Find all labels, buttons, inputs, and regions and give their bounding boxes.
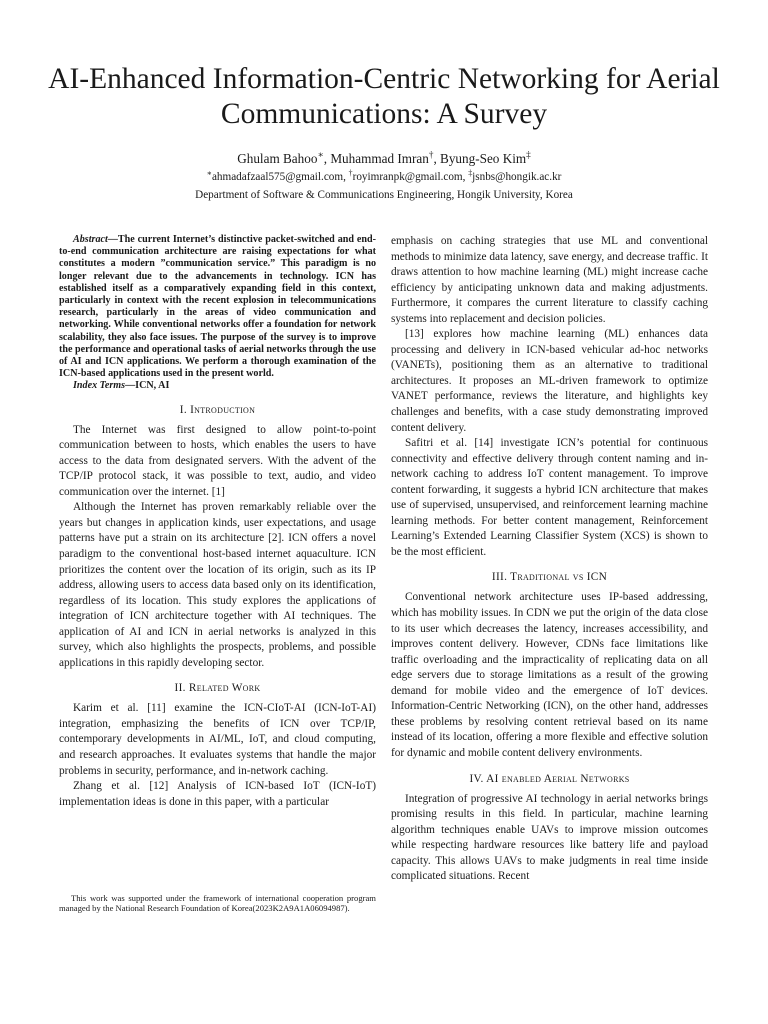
author-list <box>40 151 728 167</box>
abstract-text: —The current Internet’s distinctive packet-switched and end-to-end communication architecture are raising expectations for what constitutes a modern ”communication service.” This paradigm is no longer relevant due to the advancements in technology. ICN has established itself as a comparatively expanding field in this context, particularly in context with the recent explosion in telecommunications research, particularly in the areas of video communication and networking. While conventional networks offer a foundation for network scalability, they also face issues. The purpose of the survey is to improve the performance and operational tasks of aerial networks through the use of AI and ICN applications. We perform a thorough examination of the ICN-based applications used in the present world. <box>59 234 376 380</box>
author-name: Byung-Seo Kim <box>440 151 527 166</box>
paragraph: Karim et al. [11] examine the ICN-CIoT-AI (ICN-IoT-AI) integration, emphasizing the benefits of ICN over TCP/IP, contemporary developments in AI/ML, IoT, and cloud computing, and research approaches. It evaluates systems that handle the major problems in security, performance, and in-network caching. <box>59 702 376 777</box>
paragraph: Safitri et al. [14] investigate ICN’s potential for continuous connectivity and effective delivery through content naming and in-network caching to address IoT content management. To improve content forwarding, it suggests a hybrid ICN architecture that makes use of supervised, unsupervised, and reinforcement learning machine learning methods. For better content management, Reinforcement Learning’s Extended Learning Classifier System (XCS) is shown to be the most efficient. <box>391 437 708 558</box>
paragraph: The Internet was first designed to allow point-to-point communication between to hosts, which enables the users to have access to the data from designated servers. With the advent of the TCP/IP protocol stack, it was possible to text, audio, and video communication over the internet. [1] <box>59 423 376 498</box>
paragraph: Conventional network architecture uses IP-based addressing, which has mobility issues. In CDN we put the origin of the data close to its user which decreases the latency, increases accessibility, and improves content delivery. However, CDNs face limitations like traffic overloading and the impracticality of replicating data on all edge servers due to storage limitations as a result of the growing demand for mobile video and the emergence of IoT devices. Information-Centric Networking (ICN), on the other hand, addresses these problems by resolving content retrieval based on its name instead of its location, offering a more flexible and effective solution for dynamic and mobile content delivery environments. <box>391 591 708 759</box>
affiliation-mark: † <box>428 149 434 160</box>
email-text: jsnbs@hongik.ac.kr <box>472 171 562 183</box>
section-heading-introduction: I. Introduction <box>179 403 256 416</box>
affiliation-mark: ∗ <box>317 149 324 160</box>
author-affiliation: Department of Software & Communications Engineering, Hongik University, Korea <box>195 189 573 201</box>
affiliation-mark: ‡ <box>468 168 473 178</box>
paragraph: [13] explores how machine learning (ML) enhances data processing and delivery in ICN-based vehicular ad-hoc networks (VANETs), positioning them as an alternative to traditional architectures. It proposes an ML-driven framework to optimize VANET performance, reviews the literature, and highlights key challenges and benefits, with a case study demonstrating improved content delivery. <box>391 328 708 434</box>
email-text: royimranpk@gmail.com, <box>352 171 469 183</box>
author-name: Muhammad Imran <box>330 151 429 166</box>
section-heading-traditional-vs-icn: III. Traditional vs ICN <box>491 571 608 584</box>
paragraph: Although the Internet has proven remarkably reliable over the years but changes in application kinds, user expectations, and usage patterns have put a strain on its architecture [2]. ICN offers a novel paradigm to the conventional host-based internet aquaculture. ICN prioritizes the content over the location of its origin, such as its IP address, allowing users to access data based only on its identification, regardless of its location. This study explores the applications of integration of ICN architecture together with AI techniques. The application of AI and ICN in aerial networks is analyzed in this survey, which also highlights the prospects, problems, and possible applications in this rapidly developing sector. <box>59 501 376 669</box>
author-separator: , <box>323 151 331 166</box>
index-terms <box>59 380 376 392</box>
section-heading-ai-aerial-networks: IV. AI enabled Aerial Networks <box>469 772 630 785</box>
index-terms-label: Index Terms <box>73 380 126 392</box>
author-separator: , <box>433 151 441 166</box>
affiliation-mark: ‡ <box>526 149 531 160</box>
funding-footnote: This work was supported under the framework of international cooperation program managed by the National Research Foundation of Korea(2023K2A9A1A06094987). <box>59 893 376 914</box>
left-column <box>59 234 376 810</box>
paragraph-continued: emphasis on caching strategies that use ML and conventional methods to minimize data latency, save energy, and decrease traffic. It draws attention to how machine learning (ML) might increase cache efficiency by anticipating unknown data and making adjustments. Furthermore, it compares the current literature to classify caching systems into replacement and decision policies. <box>391 235 708 325</box>
author-name: Ghulam Bahoo <box>237 151 318 166</box>
abstract <box>59 234 376 380</box>
right-column <box>391 234 708 885</box>
index-terms-text: —ICN, AI <box>125 380 170 392</box>
email-text: ahmadafzaal575@gmail.com, <box>211 171 349 183</box>
paragraph: Zhang et al. [12] Analysis of ICN-based IoT (ICN-IoT) implementation ideas is done in this paper, with a particular <box>59 780 376 808</box>
affiliation-mark: ∗ <box>206 168 212 178</box>
abstract-label: Abstract <box>73 234 108 245</box>
section-heading-related-work: II. Related Work <box>174 682 261 695</box>
paper-title: AI-Enhanced Information-Centric Networking for Aerial Communications: A Survey <box>48 63 720 130</box>
affiliation-mark: † <box>348 168 353 178</box>
paragraph: Integration of progressive AI technology in aerial networks brings promising results in this field. In particular, machine learning algorithm techniques enable UAVs to improve mission outcomes while respecting hardware resources like battery life and payload capacity. This allows UAVs to make judgments in real time inside complicated situations. Recent <box>391 792 708 883</box>
author-emails <box>40 168 728 183</box>
